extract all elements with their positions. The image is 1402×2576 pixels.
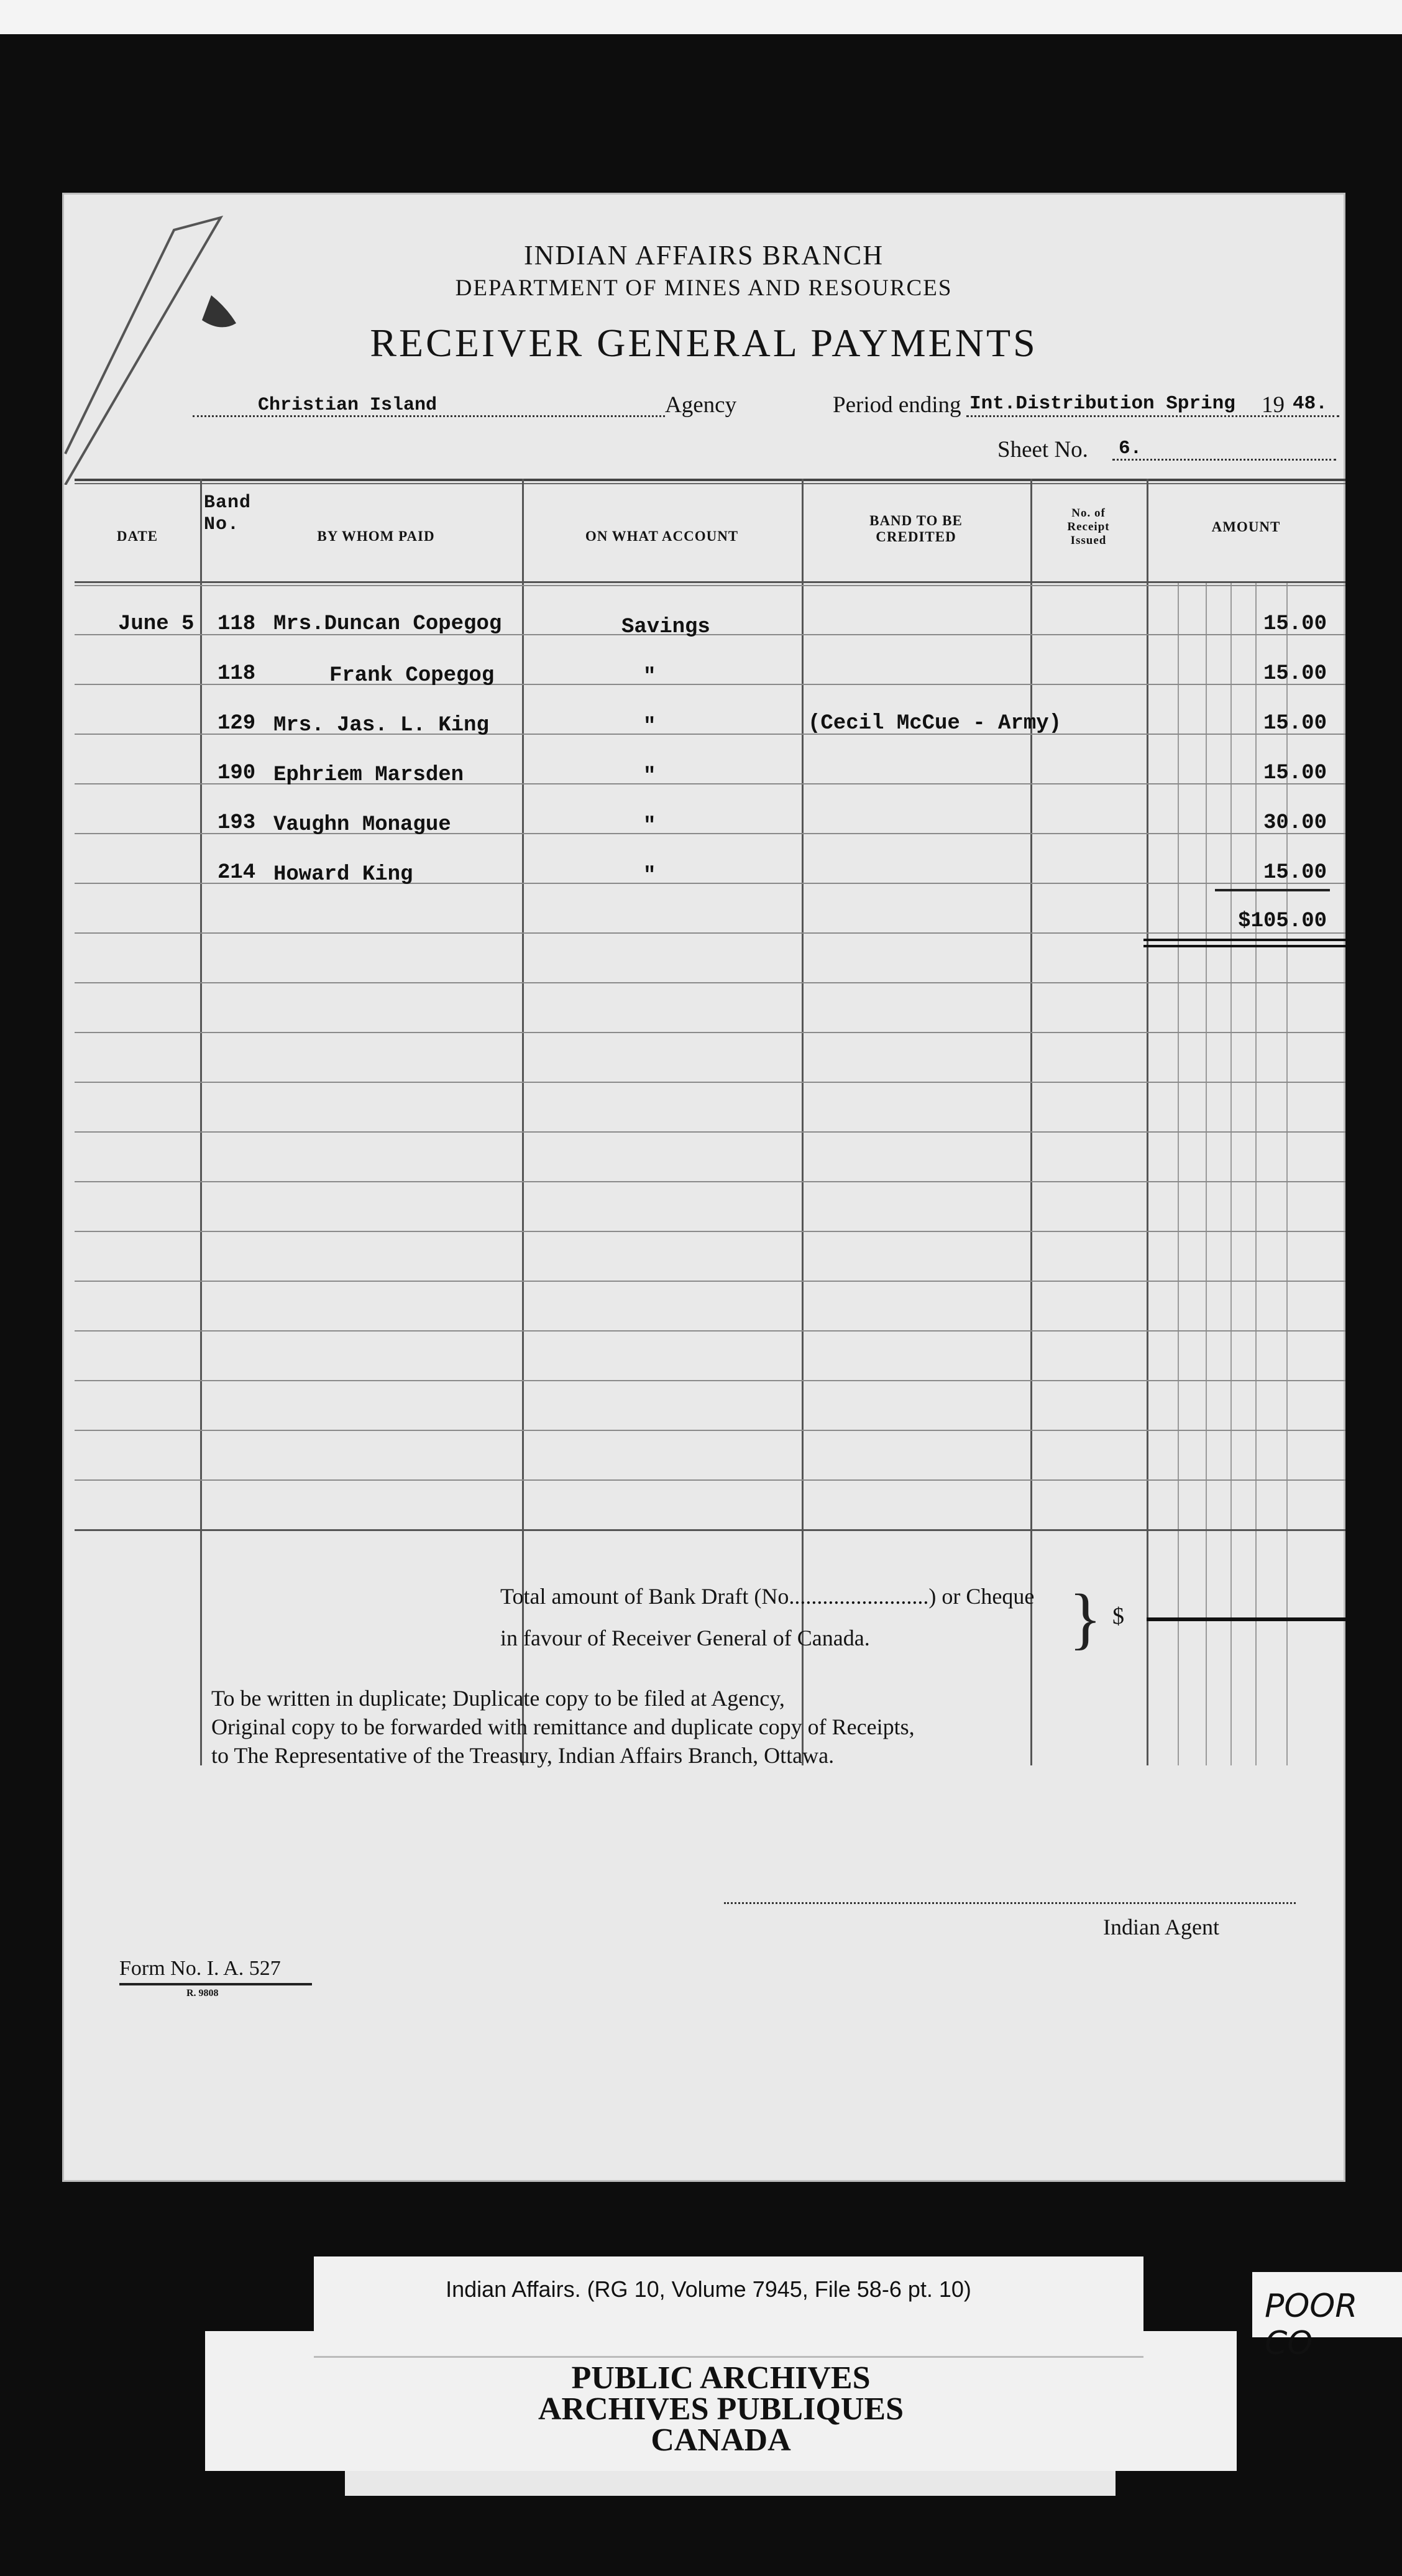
row-account: " <box>643 665 656 689</box>
sheet-label: Sheet No. <box>997 437 1088 462</box>
row-account: " <box>643 765 656 788</box>
period-year-prefix: 19 <box>1262 392 1285 418</box>
row-name: Mrs. Jas. L. King <box>273 714 489 737</box>
archive-reference: Indian Affairs. (RG 10, Volume 7945, File 58-6 pt. 10) <box>446 2276 971 2302</box>
agent-signature-line <box>724 1902 1296 1904</box>
archives-card-fold <box>314 2356 1143 2358</box>
agency-value: Christian Island <box>258 395 438 416</box>
row-rule <box>75 932 1345 934</box>
cheque-amount-rule <box>1147 1617 1345 1621</box>
header-on-what-account: ON WHAT ACCOUNT <box>585 528 739 544</box>
payments-table <box>75 479 1345 1765</box>
row-rule <box>75 684 1345 685</box>
row-band: 193 <box>218 811 256 835</box>
top-light-strip <box>0 0 1402 34</box>
table-top-rule <box>75 479 1345 481</box>
header-bottom-rule-2 <box>75 585 1345 586</box>
col-divider-credited <box>1030 479 1032 1765</box>
col-divider-date <box>200 479 202 1765</box>
sheet-value: 6. <box>1119 438 1142 459</box>
bank-draft-line: Total amount of Bank Draft (No.........................) or Cheque <box>500 1584 1035 1609</box>
card-notch-left <box>205 2256 314 2331</box>
row-date: June 5 <box>118 612 195 636</box>
total-double-rule-2 <box>1143 945 1345 947</box>
row-band: 118 <box>218 612 256 636</box>
row-name: Frank Copegog <box>329 664 495 688</box>
header-by-whom-paid: BY WHOM PAID <box>317 528 435 544</box>
amount-rule-1 <box>1178 581 1179 1765</box>
row-band: 129 <box>218 712 256 735</box>
dollar-sign: $ <box>1112 1603 1124 1629</box>
branch-heading: INDIAN AFFAIRS BRANCH <box>523 240 884 270</box>
row-credited: (Cecil McCue - Army) <box>808 712 1062 735</box>
row-rule <box>75 1131 1345 1133</box>
form-number-underline <box>119 1983 312 1985</box>
amount-box-area <box>1147 1529 1345 1535</box>
period-label: Period ending <box>833 392 961 418</box>
row-account: Savings <box>621 615 710 639</box>
archive-line-1: PUBLIC ARCHIVES <box>571 2360 871 2396</box>
form-number: Form No. I. A. 527 <box>119 1957 281 1980</box>
row-name: Ephriem Marsden <box>273 763 464 787</box>
form-title: RECEIVER GENERAL PAYMENTS <box>370 321 1038 365</box>
archive-line-2: ARCHIVES PUBLIQUES <box>538 2391 904 2427</box>
row-rule <box>75 1181 1345 1182</box>
row-account: " <box>643 864 656 888</box>
amount-rule-2 <box>1206 581 1207 1765</box>
row-rule <box>75 783 1345 784</box>
row-rule <box>75 1032 1345 1033</box>
amount-rule-5 <box>1286 581 1288 1765</box>
row-amount: 30.00 <box>1263 811 1327 835</box>
row-account: " <box>643 715 656 738</box>
header-amount: AMOUNT <box>1211 519 1281 535</box>
row-account: " <box>643 814 656 838</box>
archive-line-3: CANADA <box>651 2422 791 2458</box>
row-name: Howard King <box>273 863 413 886</box>
agency-label: Agency <box>665 392 737 418</box>
instructions-line: To be written in duplicate; Duplicate copy to be filed at Agency, <box>211 1686 785 1711</box>
row-rule <box>75 883 1345 884</box>
row-rule <box>75 1231 1345 1232</box>
row-amount: 15.00 <box>1263 761 1327 785</box>
period-year-suffix: 48. <box>1293 393 1327 415</box>
row-amount: 15.00 <box>1263 662 1327 686</box>
form-code: R. 9808 <box>186 1988 219 1999</box>
period-value: Int.Distribution Spring <box>969 393 1235 415</box>
total-double-rule <box>1143 939 1345 941</box>
instructions-line: to The Representative of the Treasury, Indian Affairs Branch, Ottawa. <box>211 1743 835 1768</box>
amount-rule-3 <box>1230 581 1232 1765</box>
department-heading: DEPARTMENT OF MINES AND RESOURCES <box>455 275 953 301</box>
card-notch-right <box>1143 2256 1237 2331</box>
row-name: Mrs.Duncan Copegog <box>273 612 502 636</box>
col-divider-name <box>522 479 524 1765</box>
row-rule <box>75 982 1345 983</box>
table-top-rule-2 <box>75 483 1345 484</box>
header-bottom-rule <box>75 581 1345 583</box>
subtotal-rule <box>1215 889 1330 891</box>
header-receipt-issued: No. of Receipt Issued <box>1067 507 1110 547</box>
row-rule <box>75 734 1345 735</box>
total-amount: $105.00 <box>1238 909 1327 933</box>
row-band: 214 <box>218 861 256 885</box>
row-rule <box>75 1281 1345 1282</box>
row-rule <box>75 1330 1345 1332</box>
row-band: 190 <box>218 761 256 785</box>
header-date: DATE <box>116 528 158 544</box>
row-rule <box>75 1430 1345 1431</box>
row-amount: 15.00 <box>1263 612 1327 636</box>
row-band: 118 <box>218 662 256 686</box>
row-rule <box>75 1082 1345 1083</box>
favour-line: in favour of Receiver General of Canada. <box>500 1626 870 1650</box>
row-amount: 15.00 <box>1263 861 1327 885</box>
sheet-dotted-line <box>1112 459 1336 461</box>
header-band-to-be-credited: BAND TO BE CREDITED <box>869 513 963 545</box>
poor-copy-note: POOR CO <box>1252 2272 1402 2337</box>
archives-card-edge <box>345 2471 1116 2496</box>
indian-agent-label: Indian Agent <box>1103 1915 1219 1939</box>
curly-brace: } <box>1069 1580 1102 1656</box>
row-rule <box>75 1479 1345 1481</box>
row-name: Vaughn Monague <box>273 813 451 837</box>
agency-period-row <box>193 392 1342 429</box>
row-amount: 15.00 <box>1263 712 1327 735</box>
instructions-line: Original copy to be forwarded with remittance and duplicate copy of Receipts, <box>211 1714 915 1739</box>
header-band-no: Band No. <box>204 492 252 535</box>
col-divider-account <box>802 479 804 1765</box>
row-rule <box>75 1380 1345 1381</box>
row-rule <box>75 833 1345 834</box>
amount-rule-4 <box>1255 581 1257 1765</box>
payment-form-sheet <box>62 193 1345 2182</box>
col-divider-receipt <box>1147 479 1148 1765</box>
